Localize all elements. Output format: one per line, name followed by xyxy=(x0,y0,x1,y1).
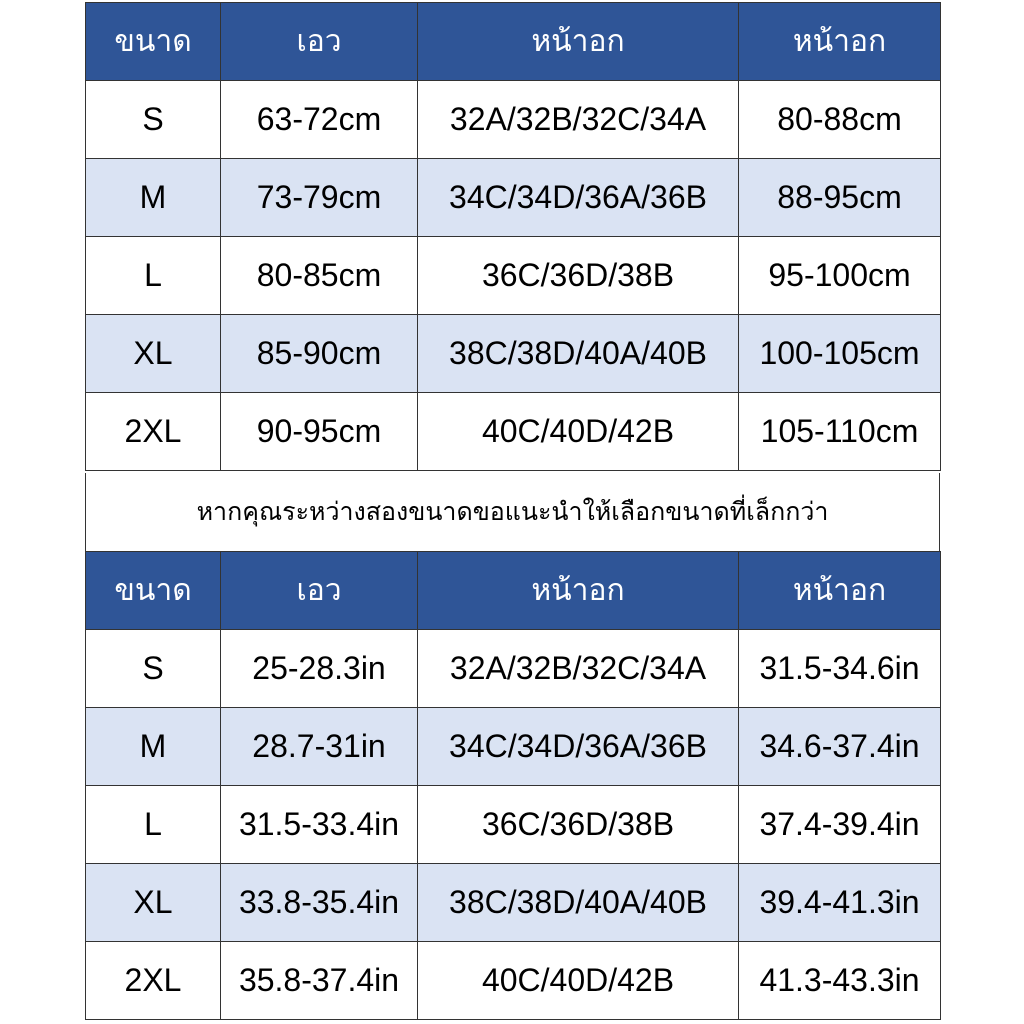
table-row xyxy=(86,159,941,237)
cell-waist: 28.7-31in xyxy=(221,708,418,786)
cell-bust: 80-88cm xyxy=(739,81,941,159)
cell-bust: 31.5-34.6in xyxy=(739,630,941,708)
cell-cup: 36C/36D/38B xyxy=(418,237,739,315)
cell-waist: 35.8-37.4in xyxy=(221,942,418,1020)
cell-cup: 38C/38D/40A/40B xyxy=(418,315,739,393)
cell-bust: 100-105cm xyxy=(739,315,941,393)
cell-waist: 73-79cm xyxy=(221,159,418,237)
cell-waist: 85-90cm xyxy=(221,315,418,393)
cell-size: M xyxy=(86,159,221,237)
table-row xyxy=(86,864,941,942)
cell-size: S xyxy=(86,630,221,708)
cell-bust: 95-100cm xyxy=(739,237,941,315)
cell-bust: 88-95cm xyxy=(739,159,941,237)
table-row xyxy=(86,393,941,471)
header-bust-measure: หน้าอก xyxy=(739,552,941,630)
cell-size: M xyxy=(86,708,221,786)
cell-waist: 33.8-35.4in xyxy=(221,864,418,942)
table-row xyxy=(86,315,941,393)
cell-waist: 80-85cm xyxy=(221,237,418,315)
cell-size: S xyxy=(86,81,221,159)
cell-size: 2XL xyxy=(86,393,221,471)
table-row xyxy=(86,237,941,315)
cell-cup: 34C/34D/36A/36B xyxy=(418,159,739,237)
cell-bust: 34.6-37.4in xyxy=(739,708,941,786)
header-row xyxy=(86,552,941,630)
cell-bust: 39.4-41.3in xyxy=(739,864,941,942)
cell-cup: 38C/38D/40A/40B xyxy=(418,864,739,942)
size-table-cm xyxy=(85,2,941,471)
cell-size: 2XL xyxy=(86,942,221,1020)
cell-size: L xyxy=(86,786,221,864)
size-table-in xyxy=(85,551,941,1020)
cell-size: L xyxy=(86,237,221,315)
cell-bust: 37.4-39.4in xyxy=(739,786,941,864)
cell-cup: 40C/40D/42B xyxy=(418,393,739,471)
header-size: ขนาด xyxy=(86,3,221,81)
header-bust: หน้าอก xyxy=(418,3,739,81)
cell-waist: 31.5-33.4in xyxy=(221,786,418,864)
header-bust-measure: หน้าอก xyxy=(739,3,941,81)
cell-bust: 41.3-43.3in xyxy=(739,942,941,1020)
header-size: ขนาด xyxy=(86,552,221,630)
cell-waist: 63-72cm xyxy=(221,81,418,159)
table-row xyxy=(86,81,941,159)
cell-waist: 25-28.3in xyxy=(221,630,418,708)
size-advice-note: หากคุณระหว่างสองขนาดขอแนะนำให้เลือกขนาดที่เล็กกว่า xyxy=(85,473,940,551)
cell-cup: 40C/40D/42B xyxy=(418,942,739,1020)
table-row xyxy=(86,942,941,1020)
header-waist: เอว xyxy=(221,552,418,630)
header-row xyxy=(86,3,941,81)
cell-cup: 32A/32B/32C/34A xyxy=(418,81,739,159)
cell-size: XL xyxy=(86,864,221,942)
header-waist: เอว xyxy=(221,3,418,81)
table-row xyxy=(86,708,941,786)
cell-size: XL xyxy=(86,315,221,393)
cell-waist: 90-95cm xyxy=(221,393,418,471)
table-row xyxy=(86,786,941,864)
cell-cup: 34C/34D/36A/36B xyxy=(418,708,739,786)
cell-cup: 32A/32B/32C/34A xyxy=(418,630,739,708)
cell-bust: 105-110cm xyxy=(739,393,941,471)
cell-cup: 36C/36D/38B xyxy=(418,786,739,864)
table-row xyxy=(86,630,941,708)
header-bust: หน้าอก xyxy=(418,552,739,630)
